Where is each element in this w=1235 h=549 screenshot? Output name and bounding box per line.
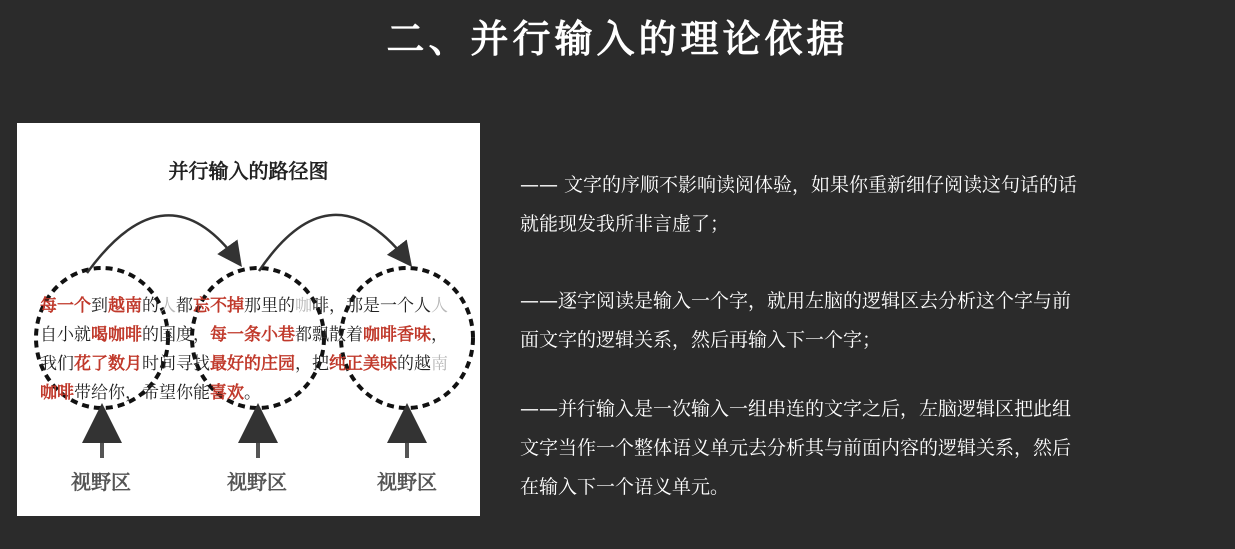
paragraph-parallel-input (520, 390, 1220, 507)
sample-text-segment: 我们 (40, 354, 74, 374)
sample-text-segment: 花了数月 (74, 354, 142, 374)
sample-text-segment: 到 (91, 296, 108, 316)
sample-text-line-1 (40, 291, 448, 316)
sample-text-segment: 最好的庄园 (210, 354, 295, 374)
sample-text-segment: 带给你，希望你能 (74, 383, 210, 403)
sample-text-line-4 (40, 378, 261, 403)
sample-text-line-3 (40, 349, 448, 374)
paragraph-serial-reading (520, 282, 1220, 360)
paragraph-line: —— 文字的序顺不影响读阅体验，如果你重新细仔阅读这句话的话 (520, 174, 1078, 196)
sample-text-segment: 人 (159, 296, 176, 316)
sample-text-segment: 南 (431, 354, 448, 374)
sample-text-segment: 每一个 (40, 296, 91, 316)
parallel-input-diagram (17, 123, 480, 516)
paragraph-line: 面文字的逻辑关系，然后再输入下一个字； (520, 329, 882, 351)
sample-text-segment: 咖 (295, 296, 312, 316)
sample-text-segment: 的越 (397, 354, 431, 374)
sample-text-segment: 都飘散着 (295, 325, 363, 345)
sample-text-segment: 每一条小巷 (210, 325, 295, 345)
sample-text-segment: ， (431, 325, 448, 345)
sample-text-line-2 (40, 320, 448, 345)
paragraph-line: ——并行输入是一次输入一组串连的文字之后，左脑逻辑区把此组 (520, 398, 1072, 420)
sample-text-segment: 时间寻找 (142, 354, 210, 374)
sample-text-segment: 咖啡香味 (363, 325, 431, 345)
jump-arrow-1 (87, 215, 239, 273)
paragraph-line: 文字当作一个整体语义单元去分析其与前面内容的逻辑关系，然后 (520, 437, 1072, 459)
sample-text-segment: 自小就 (40, 325, 91, 345)
sample-text-segment: 都 (176, 296, 193, 316)
paragraph-line: ——逐字阅读是输入一个字，就用左脑的逻辑区去分析这个字与前 (520, 290, 1072, 312)
paragraph-reading-order (520, 166, 1220, 244)
paragraph-line: 就能现发我所非言虚了； (520, 213, 730, 235)
page-title: 二、并行输入的理论依据 (386, 16, 849, 61)
sample-text-segment: 。 (244, 383, 261, 403)
sample-text-segment: 人 (431, 296, 448, 316)
view-label-2: 视野区 (227, 470, 287, 494)
sample-text-segment: 纯正美味 (329, 354, 397, 374)
sample-text-segment: 啡，那是一个人 (312, 296, 431, 316)
sample-text-segment: 忘不掉 (193, 296, 244, 316)
diagram-title: 并行输入的路径图 (168, 159, 329, 183)
paragraph-line: 在输入下一个语义单元。 (520, 476, 730, 498)
sample-text-segment: 那里的 (244, 296, 295, 316)
sample-text-segment: 越南 (108, 296, 142, 316)
sample-text-segment: 喝咖啡 (91, 325, 142, 345)
sample-text-segment: 的 (142, 296, 159, 316)
sample-text-segment: 咖啡 (40, 383, 74, 403)
view-label-3: 视野区 (377, 470, 437, 494)
sample-text-segment: ，把 (295, 354, 329, 374)
jump-arrow-2 (259, 215, 409, 271)
view-label-1: 视野区 (71, 470, 131, 494)
sample-text-segment: 的国度， (142, 325, 210, 345)
sample-text-segment: 喜欢 (210, 383, 244, 403)
